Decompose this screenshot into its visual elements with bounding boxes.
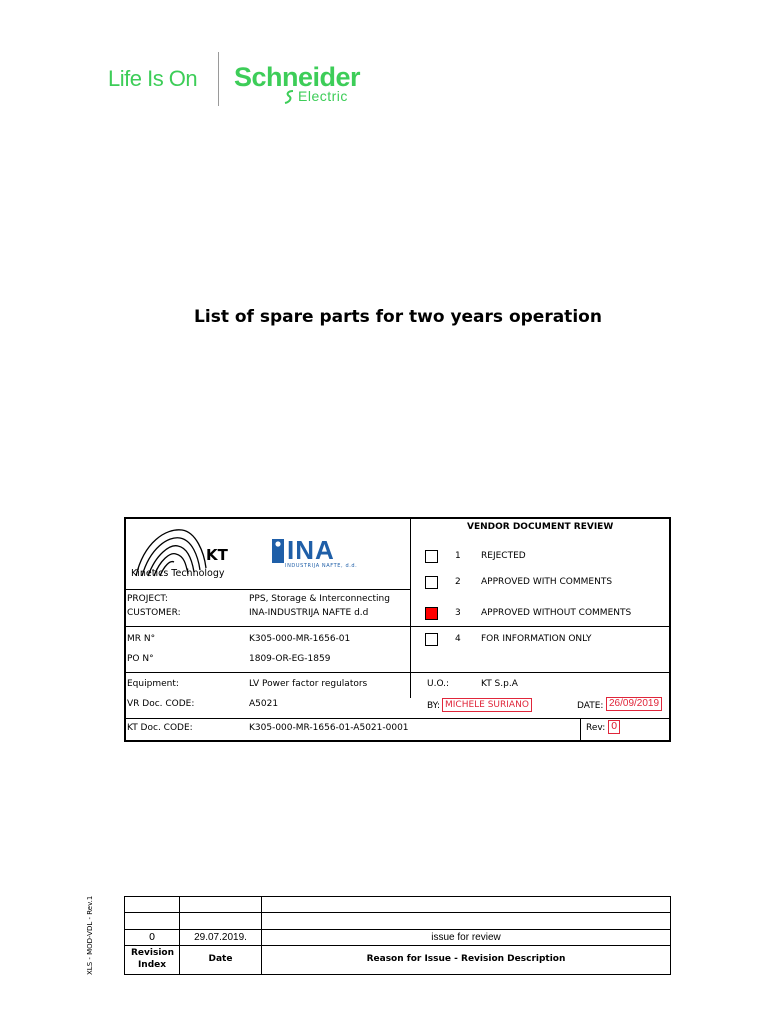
logo-divider [218,52,219,106]
review-date: 26/09/2019 [606,697,662,711]
project-value: PPS, Storage & Interconnecting [249,594,390,604]
customer-value: INA-INDUSTRIJA NAFTE d.d [249,608,369,618]
kt-code-label: KT Doc. CODE: [127,723,193,733]
status-label: REJECTED [481,551,526,561]
status-checkbox-for-information-only[interactable] [425,633,438,646]
divider [125,718,670,719]
vr-code-value: A5021 [249,699,279,709]
brand-sub: Electric [298,88,348,104]
vendor-review-title: VENDOR DOCUMENT REVIEW [467,522,614,532]
equipment-label: Equipment: [127,679,179,689]
divider [125,589,410,590]
po-value: 1809-OR-EG-1859 [249,654,331,664]
status-number: 1 [455,551,461,561]
divider [125,945,670,946]
uo-value: KT S.p.A [481,679,518,689]
kt-logo-subtitle: Kinetics Technology [131,568,225,579]
equipment-value: LV Power factor regulators [249,679,368,689]
rev-label: Rev: [586,723,606,733]
ina-logo-subtitle: INDUSTRIJA NAFTE, d.d. [285,563,358,569]
electric-icon [284,89,296,108]
document-title: List of spare parts for two years operation [194,307,602,327]
divider [125,912,670,913]
revision-description-cell: issue for review [431,932,501,943]
tagline: Life Is On [108,66,198,91]
rev-value: 0 [608,720,620,734]
status-label: APPROVED WITH COMMENTS [481,577,613,587]
kt-code-value: K305-000-MR-1656-01-A5021-0001 [249,723,409,733]
status-checkbox-approved-with-comments[interactable] [425,576,438,589]
mr-value: K305-000-MR-1656-01 [249,634,351,644]
divider [410,518,411,698]
form-code-label: XLS - MOD-VDL - Rev.1 [86,895,94,975]
uo-label: U.O.: [427,679,450,689]
mr-label: MR N° [127,634,156,644]
brand-name: Schneider [234,62,361,92]
project-label: PROJECT: [127,594,168,604]
by-label: BY: [427,701,441,711]
po-label: PO N° [127,654,154,664]
description-header: Reason for Issue - Revision Description [366,954,566,964]
status-checkbox-approved-without-comments[interactable] [425,607,438,620]
vr-code-label: VR Doc. CODE: [127,699,195,709]
divider [125,626,670,627]
status-checkbox-rejected[interactable] [425,550,438,563]
divider [125,929,670,930]
revision-date-cell: 29.07.2019. [194,932,247,943]
reviewer-name: MICHELE SURIANO [442,698,532,712]
status-number: 2 [455,577,461,587]
revision-index-header: Revision Index [131,948,175,970]
status-label: FOR INFORMATION ONLY [481,634,592,644]
divider [580,718,581,741]
ina-logo-text: INA [287,535,335,565]
status-number: 3 [455,608,461,618]
date-label: DATE: [577,701,604,711]
status-label: APPROVED WITHOUT COMMENTS [481,608,632,618]
divider [125,672,670,673]
revision-index-cell: 0 [148,932,156,943]
status-number: 4 [455,634,461,644]
customer-label: CUSTOMER: [127,608,181,618]
date-header: Date [208,954,233,964]
kt-logo-text: KT [206,546,228,564]
